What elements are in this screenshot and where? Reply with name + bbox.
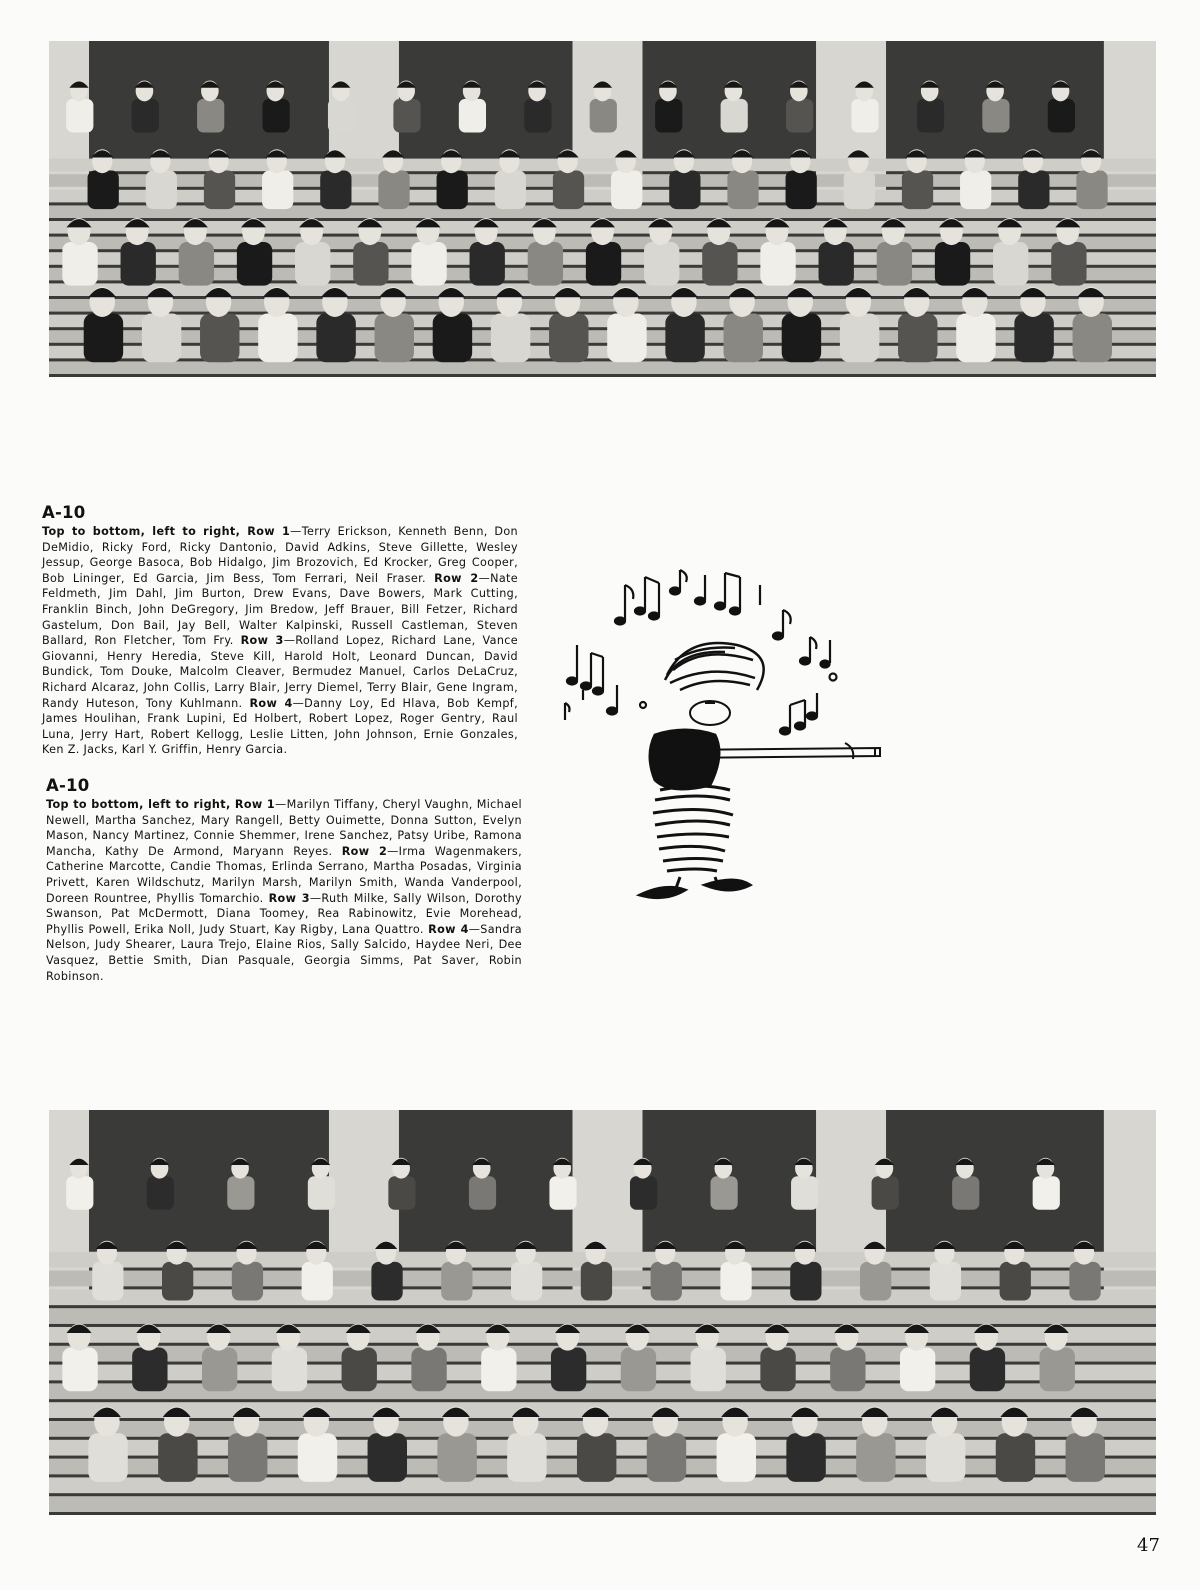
caption-heading: A-10 (42, 503, 86, 522)
caption-text: Top to bottom, left to right, Row 1—Terry Erickson, Kenneth Benn, Don DeMidio, Ricky Ford, Ricky Dantonio, David Adkins, Steve Gillette, Wesley Jessup, George Basoca, Bob Hidalgo, Jim Brozovich, Ed Krocker, Greg Cooper, Bob Lininger, Ed Garcia, Jim Bess, Tom Ferrari, Neil Fraser. Row 2—Nate Feldmeth, Jim Dahl, Jim Burton, Drew Evans, Dave Bowers, Mark Cutting, Franklin Binch, John DeGregory, Jim Bredow, Jeff Brauer, Bill Fetzer, Richard Gastelum, Don Bail, Jay Bell, Walter Kalpinski, Russell Castleman, Steven Ballard, Ron Fletcher, Tom Fry. Row 3—Rolland Lopez, Richard Lane, Vance Giovanni, Henry Heredia, Steve Kill, Harold Holt, Leonard Duncan, David Bundick, Tom Douke, Malcolm Cleaver, Bermudez Manuel, Carlos DeLaCruz, Richard Alcaraz, John Collis, Larry Blair, Jerry Diemel, Terry Blair, Gene Ingram, Randy Huteson, Tony Kuhlmann. Row 4—Danny Loy, Ed Hlava, Bob Kempf, James Houlihan, Frank Lupini, Ed Holbert, Robert Lopez, Roger Gentry, Raul Luna, Jerry Hart, Robert Kellogg, Leslie Litten, John Johnson, Ernie Gonzales, Ken Z. Jacks, Karl Y. Griffin, Henry Garcia. (42, 525, 519, 757)
flute-player-cartoon (555, 565, 895, 935)
class-photo-top-image (49, 41, 1156, 377)
character-body (640, 730, 750, 898)
caption-heading: A-10 (46, 776, 90, 795)
page-number: 47 (1137, 1535, 1160, 1556)
character-hair (665, 643, 764, 690)
class-photo-top (49, 41, 1156, 377)
caption-boys (42, 503, 518, 758)
character-face (690, 701, 730, 725)
class-photo-bottom-image (49, 1110, 1156, 1515)
class-photo-bottom (49, 1110, 1156, 1515)
music-notes-icon (565, 570, 837, 735)
caption-text: Top to bottom, left to right, Row 1—Marilyn Tiffany, Cheryl Vaughn, Michael Newell, Martha Sanchez, Mary Rangell, Betty Ouimette, Donna Sutton, Evelyn Mason, Nancy Martinez, Connie Shemmer, Irene Sanchez, Patsy Uribe, Ramona Mancha, Kathy De Armond, Maryann Reyes. Row 2—Irma Wagenmakers, Catherine Marcotte, Candie Thomas, Erlinda Serrano, Martha Posadas, Virginia Privett, Karen Wildschutz, Marilyn Marsh, Marilyn Smith, Wanda Vanderpool, Doreen Rountree, Phyllis Tomarchio. Row 3—Ruth Milke, Sally Wilson, Dorothy Swanson, Pat McDermott, Diana Toomey, Rea Rabinowitz, Evie Morehead, Phyllis Powell, Erika Noll, Judy Stuart, Kay Rigby, Lana Quattro. Row 4—Sandra Nelson, Judy Shearer, Laura Trejo, Elaine Rios, Sally Salcido, Haydee Neri, Dee Vasquez, Bettie Smith, Dian Pasquale, Georgia Simms, Pat Saver, Robin Robinson. (46, 798, 522, 983)
caption-girls (46, 776, 522, 984)
